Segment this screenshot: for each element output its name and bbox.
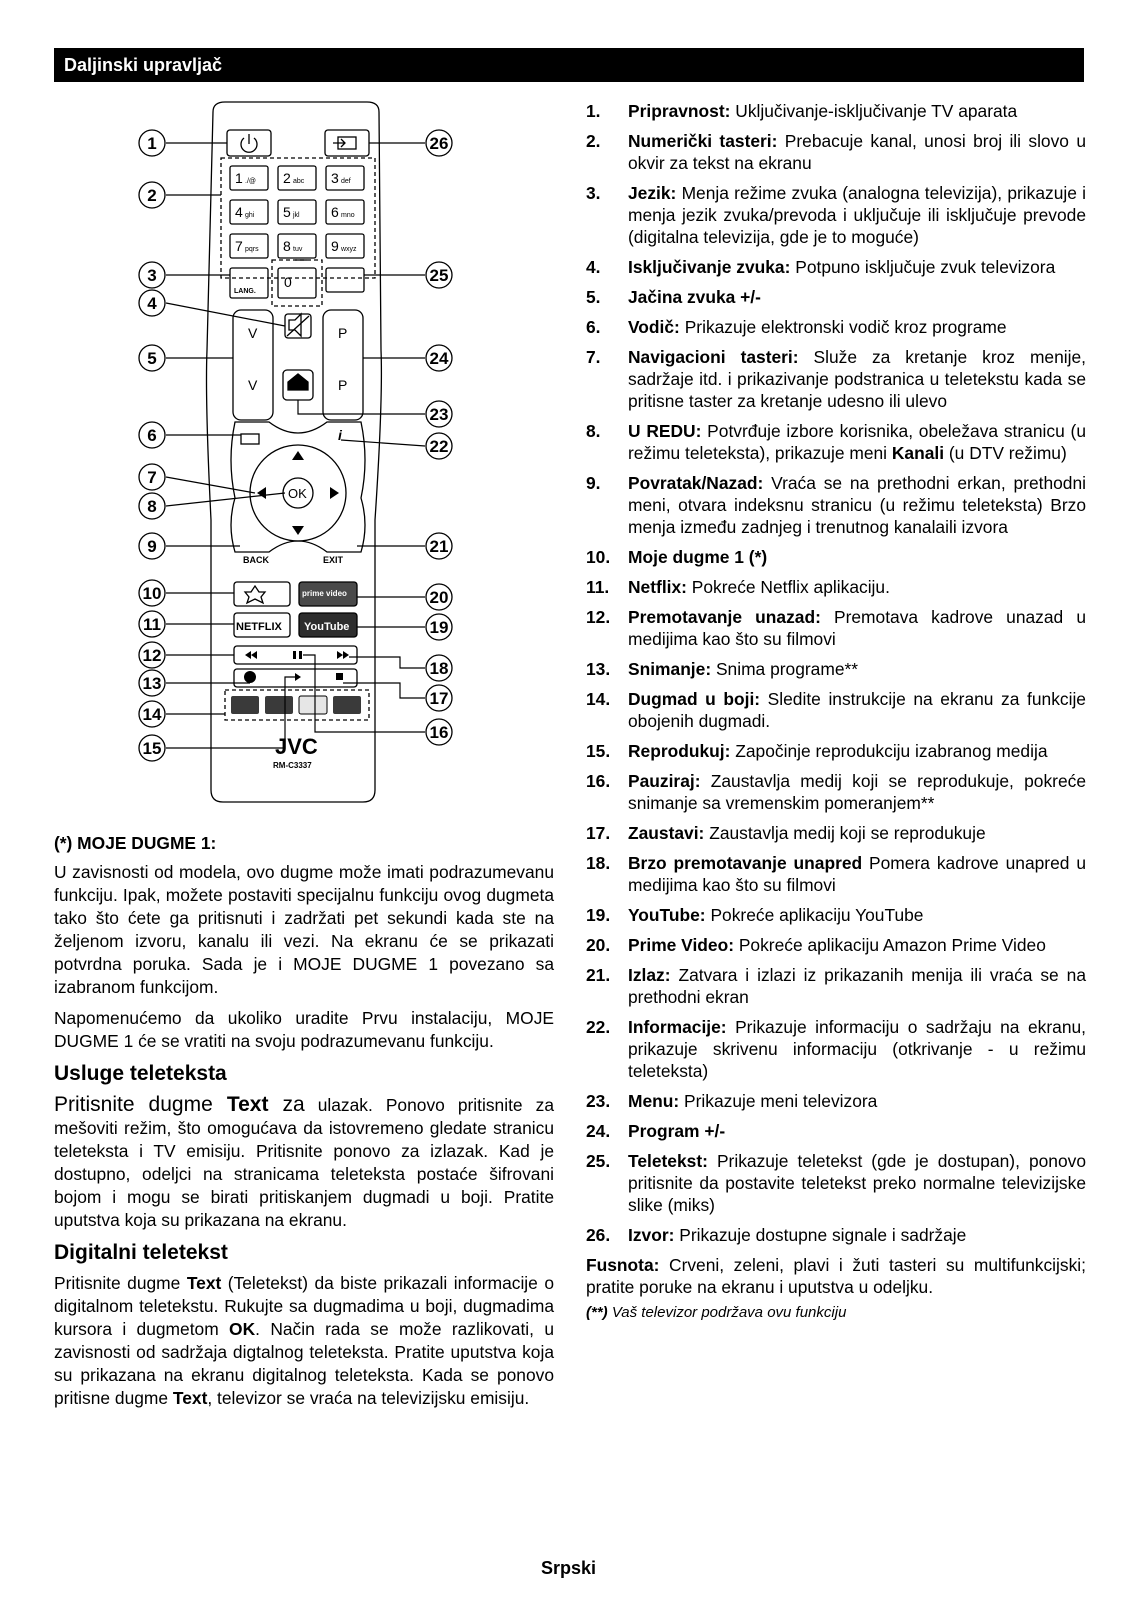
svg-text:11: 11 (143, 615, 161, 634)
item-number: 11. (586, 577, 610, 597)
item-text: Prime Video: Pokreće aplikaciju Amazon Prime Video (628, 935, 1046, 955)
svg-text:YouTube: YouTube (304, 621, 350, 633)
left-arrow-icon (257, 487, 266, 499)
svg-text:12: 12 (142, 646, 162, 665)
svg-text:BACK: BACK (243, 555, 269, 565)
svg-text:NETFLIX: NETFLIX (236, 621, 282, 633)
teletext-paragraph: Pritisnite dugme Text za ulazak. Ponovo pritisnite za mešoviti režim, što omogućava da istovremeno gledate stranicu teleteksta i TV emisiju. Pritisnite ponovo za izlazak. Kad je dostupno, odeljci na stranicama teleteksta postaće šifrovani bojom i mogu se birati pritiskanjem dugmadi u boji. Pratite uputstva koja su prikazana na ekranu. (54, 1093, 554, 1230)
list-item (586, 852, 1086, 896)
text-button (326, 268, 364, 292)
item-text: Izlaz: Zatvara i izlazi iz prikazanih menija ili vraća se na prethodni ekran (628, 965, 1086, 1007)
list-item (586, 420, 1086, 464)
svg-text:wxyz: wxyz (341, 246, 357, 253)
item-number: 3. (586, 183, 601, 203)
svg-text:13: 13 (142, 674, 162, 693)
callout-2 (139, 182, 165, 208)
item-number: 14. (586, 689, 611, 709)
svg-text:i: i (338, 427, 342, 443)
item-text: Menu: Prikazuje meni televizora (628, 1091, 878, 1111)
item-text: Izvor: Prikazuje dostupne signale i sadržaje (628, 1225, 967, 1245)
list-item (586, 1150, 1086, 1216)
my-button-paragraph-1: U zavisnosti od modela, ovo dugme može imati podrazumevanu funkciju. Ipak, možete postaviti specijalnu funkciju ovog dugmeta tako što ćete ga pritisnuti i zadržati pet sekundi kada ste na željenom izvoru, kanalu ili vezi. Na ekranu će se prikazati potvrdna poruka. Sada je i MOJE DUGME 1 povezano sa izabranom funkcijom. (54, 862, 554, 997)
item-text: Numerički tasteri: Prebacuje kanal, unosi broj ili slovo u okvir za tekst na ekranu (628, 131, 1086, 173)
callout-5 (139, 345, 165, 371)
right-arrow-icon (330, 487, 339, 499)
svg-text:EXIT: EXIT (323, 555, 344, 565)
list-item (586, 770, 1086, 814)
svg-text:prime video: prime video (302, 589, 347, 598)
callout-17 (426, 685, 452, 711)
fast-forward-icon (337, 651, 349, 659)
item-number: 4. (586, 257, 601, 277)
list-item (586, 346, 1086, 412)
list-item (586, 964, 1086, 1008)
item-number: 22. (586, 1017, 611, 1037)
svg-text:3: 3 (331, 170, 339, 186)
callout-9 (139, 533, 165, 559)
source-button (325, 130, 369, 156)
svg-text:V: V (248, 325, 258, 341)
list-item (586, 606, 1086, 650)
svg-text:def: def (341, 178, 351, 185)
svg-text:9: 9 (331, 238, 339, 254)
footnote: Fusnota: Crveni, zeleni, plavi i žuti tasteri su multifunkcijski; pratite poruke na ekranu i uputstva u odeljku. (586, 1255, 1086, 1297)
svg-text:tuv: tuv (293, 246, 303, 253)
item-number: 23. (586, 1091, 611, 1111)
svg-text:20: 20 (429, 588, 449, 607)
play-icon (295, 673, 301, 681)
item-text: U REDU: Potvrđuje izbore korisnika, obeležava stranicu (u režimu teleteksta), prikazuje meni Kanali (u DTV režimu) (628, 421, 1086, 463)
item-text: Teletekst: Prikazuje teletekst (gde je dostupan), ponovo pritisnite da postavite teletekst preko normalne televizijske slike (miks) (628, 1151, 1086, 1215)
svg-text:pqrs: pqrs (245, 246, 259, 253)
callout-18 (426, 655, 452, 681)
item-number: 9. (586, 473, 601, 493)
color-button-blue (333, 696, 361, 714)
callout-10 (139, 580, 165, 606)
item-text: Moje dugme 1 (*) (628, 547, 768, 567)
svg-text:21: 21 (429, 537, 449, 556)
callout-23 (426, 401, 452, 427)
svg-text:25: 25 (429, 266, 449, 285)
item-text: Brzo premotavanje unapred Pomera kadrove unapred u medijima kao što su filmovi (628, 853, 1086, 895)
svg-text:8: 8 (147, 497, 157, 516)
svg-text:22: 22 (429, 437, 449, 456)
svg-text:17: 17 (429, 689, 449, 708)
item-number: 21. (586, 965, 611, 985)
item-text: YouTube: Pokreće aplikaciju YouTube (628, 905, 924, 925)
item-number: 18. (586, 853, 611, 873)
svg-text:ghi: ghi (245, 212, 255, 219)
callout-6 (139, 422, 165, 448)
callout-12 (139, 642, 165, 668)
item-number: 5. (586, 287, 601, 307)
svg-text:2: 2 (147, 186, 157, 205)
svg-text:mno: mno (341, 212, 355, 219)
list-item (586, 472, 1086, 538)
callout-19 (426, 614, 452, 640)
item-text: Informacije: Prikazuje informaciju o sadržaju na ekranu, prikazuje skrivenu informaciju (otkrivanje - u režimu teleteksta) (628, 1017, 1086, 1081)
digital-teletext-title: Digitalni teletekst (54, 1241, 228, 1264)
svg-text:26: 26 (429, 134, 449, 153)
callout-15 (139, 735, 165, 761)
svg-text:abc: abc (293, 178, 305, 185)
item-number: 12. (586, 607, 611, 627)
list-item (586, 904, 1086, 926)
list-item (586, 316, 1086, 338)
callout-26 (426, 130, 452, 156)
svg-text:19: 19 (429, 618, 449, 637)
callout-1 (139, 130, 165, 156)
item-text: Vodič: Prikazuje elektronski vodič kroz programe (628, 317, 1007, 337)
list-item (586, 130, 1086, 174)
star-icon (245, 586, 265, 603)
svg-text:3: 3 (147, 266, 157, 285)
callout-11 (139, 611, 165, 637)
svg-text:LANG.: LANG. (234, 288, 256, 295)
svg-text:5: 5 (283, 204, 291, 220)
svg-text:7: 7 (147, 468, 157, 487)
item-text: Pripravnost: Uključivanje-isključivanje TV aparata (628, 101, 1018, 121)
list-item (586, 658, 1086, 680)
down-arrow-icon (292, 526, 304, 535)
item-text: Netflix: Pokreće Netflix aplikaciju. (628, 577, 890, 597)
item-text: Premotavanje unazad: Premotava kadrove unazad u medijima kao što su filmovi (628, 607, 1087, 649)
list-item (586, 576, 1086, 598)
item-number: 17. (586, 823, 611, 843)
item-number: 24. (586, 1121, 611, 1141)
list-item (586, 740, 1086, 762)
callout-14 (139, 701, 165, 727)
svg-text:jkl: jkl (293, 212, 300, 219)
list-item (586, 182, 1086, 248)
item-number: 1. (586, 101, 601, 121)
callout-16 (426, 719, 452, 745)
item-number: 10. (586, 547, 611, 567)
list-item (586, 100, 1086, 122)
svg-text:P: P (338, 377, 348, 393)
svg-text:0: 0 (284, 274, 292, 290)
list-item (586, 688, 1086, 732)
item-text: Snimanje: Snima programe** (628, 659, 859, 679)
stop-icon (336, 673, 343, 680)
item-text: Isključivanje zvuka: Potpuno isključuje zvuk televizora (628, 257, 1056, 277)
list-item (586, 1224, 1086, 1246)
item-text: Reprodukuj: Započinje reprodukciju izabranog medija (628, 741, 1048, 761)
record-icon (244, 671, 256, 683)
callout-7 (139, 464, 165, 490)
svg-text:2: 2 (283, 170, 291, 186)
list-item (586, 1090, 1086, 1112)
callout-24 (426, 345, 452, 371)
svg-text:1: 1 (147, 134, 157, 153)
item-text: Program +/- (628, 1121, 726, 1141)
svg-text:V: V (248, 377, 258, 393)
item-number: 13. (586, 659, 611, 679)
callout-8 (139, 493, 165, 519)
callout-21 (426, 533, 452, 559)
svg-text:OK: OK (288, 486, 307, 501)
item-number: 19. (586, 905, 611, 925)
home-icon (288, 374, 308, 390)
svg-text:JVC: JVC (275, 734, 318, 759)
color-button-yellow (299, 696, 327, 714)
svg-text:18: 18 (429, 659, 449, 678)
remote-illustration (135, 100, 480, 820)
item-number: 6. (586, 317, 601, 337)
item-number: 8. (586, 421, 601, 441)
item-number: 25. (586, 1151, 611, 1171)
callout-22 (426, 433, 452, 459)
callout-13 (139, 670, 165, 696)
svg-text:1: 1 (235, 170, 243, 186)
svg-text:10: 10 (142, 584, 162, 603)
svg-text:P: P (338, 325, 348, 341)
svg-text:8: 8 (283, 238, 291, 254)
item-text: Povratak/Nazad: Vraća se na prethodni erkan, prethodni meni, otvara indeksnu stranicu (u režimu teleteksta) Brzo menja između zadnjeg i trenutnog kanalaili izvora (628, 473, 1086, 537)
list-item (586, 546, 1086, 568)
svg-text:7: 7 (235, 238, 243, 254)
list-item (586, 934, 1086, 956)
svg-text:6: 6 (147, 426, 157, 445)
callout-3 (139, 262, 165, 288)
page-footer-language: Srpski (540, 1558, 597, 1578)
item-number: 7. (586, 347, 601, 367)
item-number: 2. (586, 131, 601, 151)
list-item (586, 822, 1086, 844)
list-item (586, 286, 1086, 308)
item-text: Jačina zvuka +/- (628, 287, 761, 307)
my-button-title: (*) MOJE DUGME 1: (54, 833, 217, 853)
my-button-paragraph-2: Napomenućemo da ukoliko uradite Prvu instalaciju, MOJE DUGME 1 će se vratiti na svoju podrazumevanu funkciju. (54, 1008, 554, 1051)
item-text: Pauziraj: Zaustavlja medij koji se reprodukuje, pokreće snimanje sa vremenskim pomeranjem** (628, 771, 1086, 813)
svg-text:9: 9 (147, 537, 157, 556)
up-arrow-icon (292, 451, 304, 460)
section-header: Daljinski upravljač (54, 48, 1084, 82)
callout-4 (139, 290, 165, 316)
list-item (586, 1016, 1086, 1082)
svg-text:16: 16 (429, 723, 449, 742)
svg-text:14: 14 (142, 705, 162, 724)
svg-text:4: 4 (147, 294, 157, 313)
svg-text:24: 24 (429, 349, 449, 368)
callout-25 (426, 262, 452, 288)
svg-text:./@: ./@ (245, 178, 256, 185)
item-text: Dugmad u boji: Sledite instrukcije na ekranu za funkcije obojenih dugmadi. (628, 689, 1086, 731)
svg-text:5: 5 (147, 349, 157, 368)
teletext-title: Usluge teleteksta (54, 1062, 227, 1085)
svg-text:6: 6 (331, 204, 339, 220)
svg-text:4: 4 (235, 204, 243, 220)
item-text: Navigacioni tasteri: Služe za kretanje kroz menije, sadržaje itd. i prikazivanje podstranica u teletekstu kada se pritisne taster za kretanje udesno ili ulevo (628, 347, 1086, 411)
rewind-icon (245, 651, 257, 659)
svg-text:RM-C3337: RM-C3337 (273, 761, 312, 770)
list-item (586, 1120, 1086, 1142)
footnote-asterisk: (**) Vaš televizor podržava ovu funkciju (586, 1304, 847, 1321)
svg-text:15: 15 (142, 739, 162, 758)
callout-20 (426, 584, 452, 610)
pause-icon (299, 651, 302, 659)
color-button-green (265, 696, 293, 714)
color-button-red (231, 696, 259, 714)
left-column (54, 832, 554, 1418)
item-number: 26. (586, 1225, 611, 1245)
list-item (586, 256, 1086, 278)
digital-teletext-paragraph: Pritisnite dugme Text (Teletekst) da biste prikazali informacije o digitalnom teletekstu. Rukujte sa dugmadima u boji, dugmadima kursora i dugmetom OK. Način rada se može razlikovati, u zavisnosti od sadržaja digtalnog teleteksta. Pratite uputstva koja su prikazana na ekranu digitalnog teleteksta. Kada se ponovo pritisne dugme Text, televizor se vraća na televizijsku emisiju. (54, 1273, 554, 1408)
item-number: 20. (586, 935, 611, 955)
svg-text:23: 23 (429, 405, 449, 424)
item-text: Zaustavi: Zaustavlja medij koji se reprodukuje (628, 823, 986, 843)
guide-icon (241, 434, 259, 444)
item-text: Jezik: Menja režime zvuka (analogna televizija), prikazuje i menja jezik zvuka/prevoda i uključuje ili isključuje prevode (digitalna televizija, gde je to moguće) (628, 183, 1086, 247)
remote-diagram (135, 100, 480, 820)
item-number: 15. (586, 741, 611, 761)
button-descriptions (586, 100, 1086, 1324)
item-number: 16. (586, 771, 611, 791)
